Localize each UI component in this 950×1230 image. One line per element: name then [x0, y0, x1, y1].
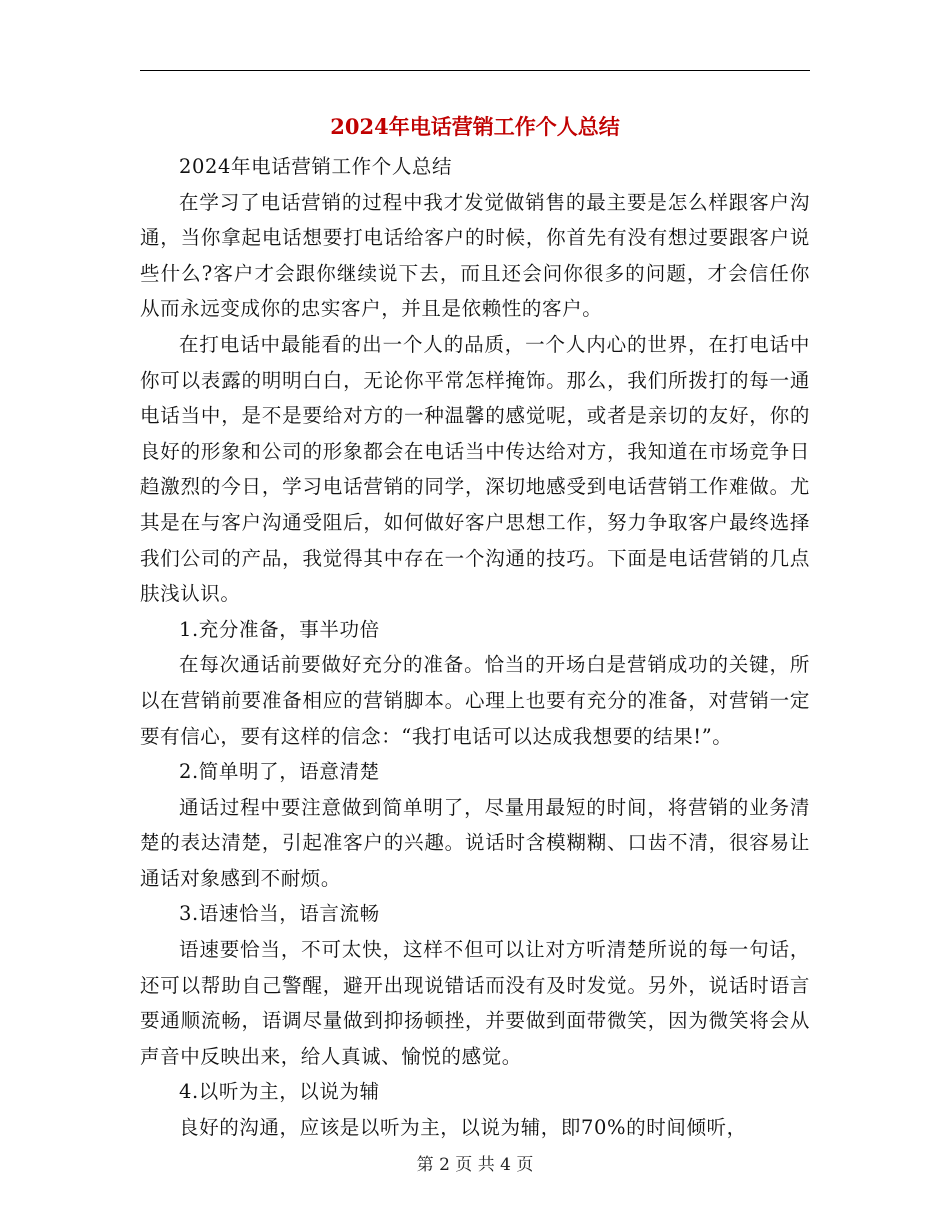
- paragraph: 在打电话中最能看的出一个人的品质，一个人内心的世界，在打电话中你可以表露的明明白白，无论你平常怎样掩饰。那么，我们所拨打的每一通电话当中，是不是要给对方的一种温馨的感觉呢，或者是亲切的友好，你的良好的形象和公司的形象都会在电话当中传达给对方，我知道在市场竞争日趋激烈的今日，学习电话营销的同学，深切地感受到电话营销工作难做。尤其是在与客户沟通受阻后，如何做好客户思想工作，努力争取客户最终选择我们公司的产品，我觉得其中存在一个沟通的技巧。下面是电话营销的几点肤浅认识。: [140, 332, 810, 606]
- paragraph: 通话过程中要注意做到简单明了，尽量用最短的时间，将营销的业务清楚的表达清楚，引起准客户的兴趣。说话时含模糊糊、口齿不清，很容易让通话对象感到不耐烦。: [140, 795, 810, 890]
- section-heading: 2.简单明了，语意清楚: [179, 760, 380, 784]
- header-rule: [140, 70, 810, 71]
- paragraph: 语速要恰当，不可太快，这样不但可以让对方听清楚所说的每一句话，还可以帮助自己警醒，避开出现说错话而没有及时发觉。另外，说话时语言要通顺流畅，语调尽量做到抑扬顿挫，并要做到面带微笑，因为微笑将会从声音中反映出来，给人真诚、愉悦的感觉。: [140, 938, 810, 1068]
- page-number: 第 2 页 共 4 页: [416, 1155, 534, 1175]
- paragraph-subtitle: 2024年电话营销工作个人总结: [179, 155, 453, 178]
- paragraph: 在每次通话前要做好充分的准备。恰当的开场白是营销成功的关键，所以在营销前要准备相应的营销脚本。心理上也要有充分的准备，对营销一定要有信心，要有这样的信念：“我打电话可以达成我想要的结果!”。: [140, 653, 810, 748]
- document-body: [140, 149, 810, 1146]
- page-footer: [0, 1153, 950, 1177]
- section-heading: 1.充分准备，事半功倍: [179, 617, 380, 641]
- paragraph: 在学习了电话营销的过程中我才发觉做销售的最主要是怎么样跟客户沟通，当你拿起电话想要打电话给客户的时候，你首先有没有想过要跟客户说些什么?客户才会跟你继续说下去，而且还会问你很多的问题，才会信任你从而永远变成你的忠实客户，并且是依赖性的客户。: [140, 190, 810, 321]
- paragraph: 良好的沟通，应该是以听为主，以说为辅，即70%的时间倾听，: [179, 1116, 747, 1140]
- section-heading: 4.以听为主，以说为辅: [179, 1080, 380, 1104]
- document-title: 2024年电话营销工作个人总结: [330, 114, 620, 139]
- section-heading: 3.语速恰当，语言流畅: [179, 902, 380, 926]
